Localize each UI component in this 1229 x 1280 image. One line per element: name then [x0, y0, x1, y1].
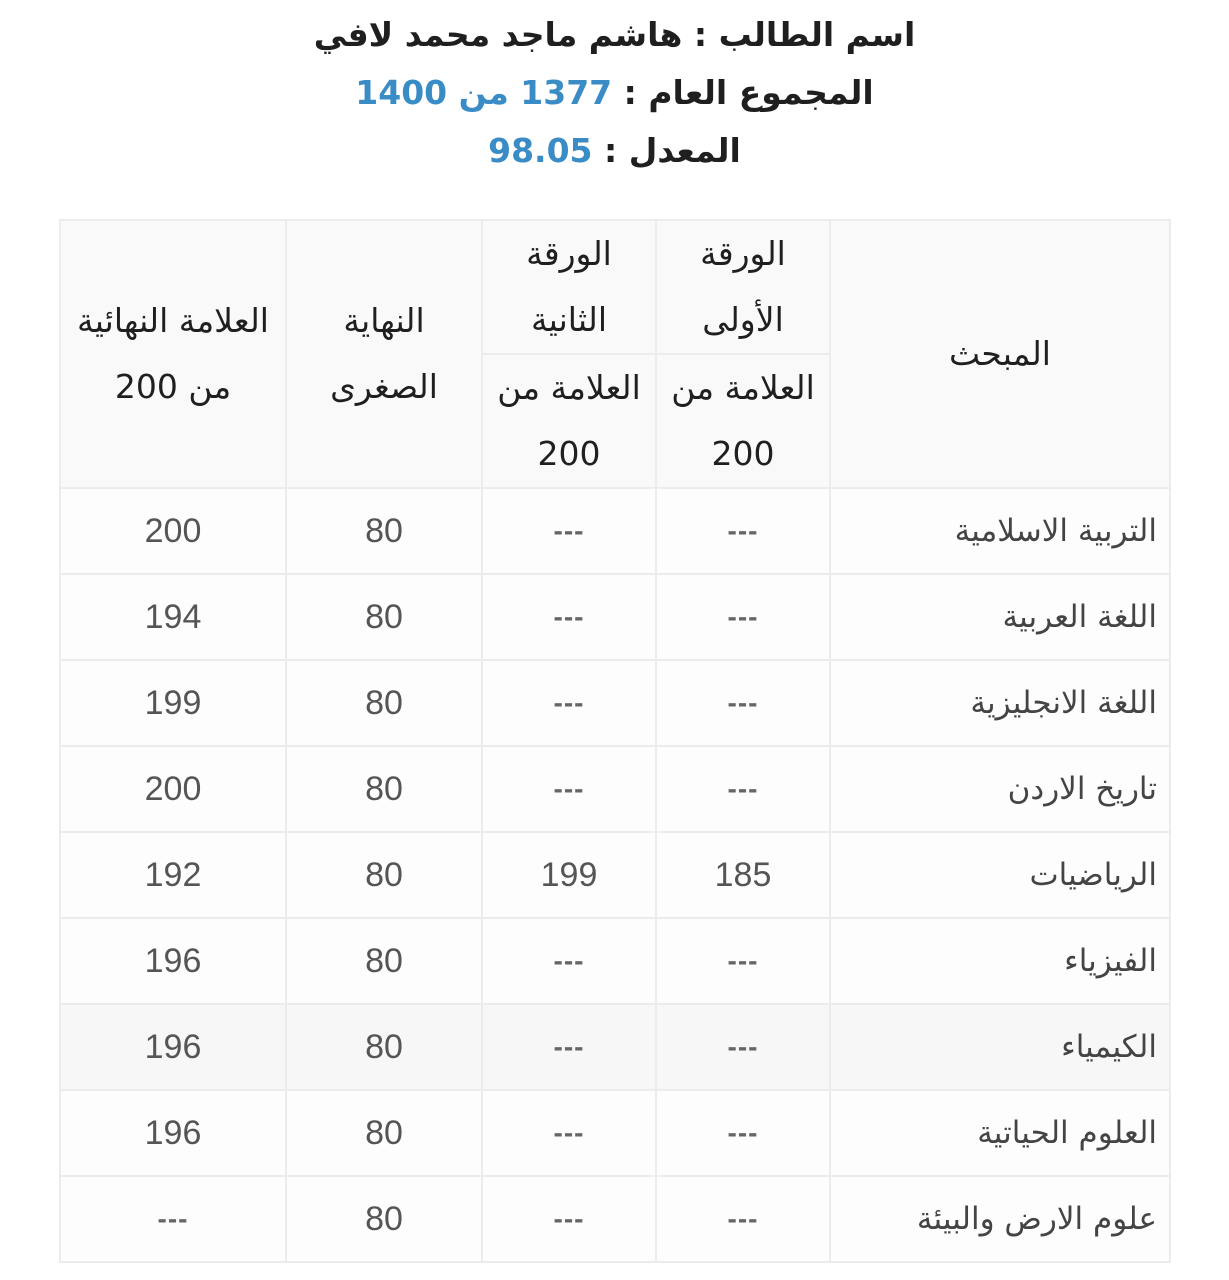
final-cell: 194: [60, 574, 286, 660]
header-paper1-score-line2: 200: [711, 434, 775, 473]
minimum-cell: 80: [286, 1004, 482, 1090]
subject-cell: اللغة العربية: [830, 574, 1170, 660]
paper2-cell: ---: [482, 488, 656, 574]
header-paper1-score: [656, 354, 830, 488]
minimum-cell: 80: [286, 746, 482, 832]
header-row: [60, 220, 1170, 354]
header-paper2: [482, 220, 656, 354]
paper2-cell: ---: [482, 1176, 656, 1262]
subject-cell: اللغة الانجليزية: [830, 660, 1170, 746]
average-label: المعدل :: [604, 131, 741, 170]
final-cell: ---: [60, 1176, 286, 1262]
paper1-cell: 185: [656, 832, 830, 918]
header-paper2-line2: الثانية: [530, 300, 608, 339]
paper1-cell: ---: [656, 660, 830, 746]
header-paper2-score-line1: العلامة من: [497, 368, 641, 407]
header-final: [60, 220, 286, 488]
paper2-cell: ---: [482, 574, 656, 660]
minimum-cell: 80: [286, 660, 482, 746]
table-row: [60, 488, 1170, 574]
final-cell: 192: [60, 832, 286, 918]
paper1-cell: ---: [656, 574, 830, 660]
paper2-cell: ---: [482, 660, 656, 746]
paper2-cell: 199: [482, 832, 656, 918]
table-row: [60, 574, 1170, 660]
subject-cell: الرياضيات: [830, 832, 1170, 918]
table-row: [60, 1004, 1170, 1090]
header-paper1-line2: الأولى: [702, 300, 784, 339]
paper1-cell: ---: [656, 1090, 830, 1176]
paper2-cell: ---: [482, 1004, 656, 1090]
header-minimum-line1: النهاية: [343, 301, 425, 340]
final-cell: 196: [60, 1004, 286, 1090]
header-final-line2: من 200: [114, 367, 232, 406]
paper1-cell: ---: [656, 488, 830, 574]
average-value: 98.05: [488, 131, 593, 170]
minimum-cell: 80: [286, 1176, 482, 1262]
total-value: 1377: [520, 73, 613, 112]
results-table: [59, 219, 1171, 1263]
header-paper1: [656, 220, 830, 354]
paper2-cell: ---: [482, 918, 656, 1004]
student-name: هاشم ماجد محمد لافي: [313, 15, 683, 54]
paper1-cell: ---: [656, 1004, 830, 1090]
header-subject-label: المبحث: [949, 334, 1051, 373]
student-name-line: [0, 6, 1229, 64]
table-row: [60, 660, 1170, 746]
header-paper1-score-line1: العلامة من: [671, 368, 815, 407]
minimum-cell: 80: [286, 574, 482, 660]
subject-cell: التربية الاسلامية: [830, 488, 1170, 574]
paper1-cell: ---: [656, 746, 830, 832]
header-paper2-score-line2: 200: [537, 434, 601, 473]
header-paper2-line1: الورقة: [526, 234, 612, 273]
student-summary: [0, 6, 1229, 180]
table-row: [60, 1090, 1170, 1176]
minimum-cell: 80: [286, 1090, 482, 1176]
paper2-cell: ---: [482, 746, 656, 832]
table-row: [60, 1176, 1170, 1262]
minimum-cell: 80: [286, 832, 482, 918]
total-line: [0, 64, 1229, 122]
minimum-cell: 80: [286, 488, 482, 574]
header-paper1-line1: الورقة: [700, 234, 786, 273]
subject-cell: علوم الارض والبيئة: [830, 1176, 1170, 1262]
table-row: [60, 832, 1170, 918]
final-cell: 199: [60, 660, 286, 746]
average-line: [0, 122, 1229, 180]
header-subject: [830, 220, 1170, 488]
paper1-cell: ---: [656, 1176, 830, 1262]
header-minimum: [286, 220, 482, 488]
paper2-cell: ---: [482, 1090, 656, 1176]
final-cell: 200: [60, 746, 286, 832]
final-cell: 200: [60, 488, 286, 574]
paper1-cell: ---: [656, 918, 830, 1004]
total-max: 1400: [355, 73, 448, 112]
subject-cell: الكيمياء: [830, 1004, 1170, 1090]
final-cell: 196: [60, 1090, 286, 1176]
header-paper2-score: [482, 354, 656, 488]
student-name-label: اسم الطالب :: [693, 15, 916, 54]
subject-cell: الفيزياء: [830, 918, 1170, 1004]
header-minimum-line2: الصغرى: [330, 367, 438, 406]
subject-cell: تاريخ الاردن: [830, 746, 1170, 832]
minimum-cell: 80: [286, 918, 482, 1004]
total-label: المجموع العام :: [623, 73, 874, 112]
header-final-line1: العلامة النهائية: [77, 301, 269, 340]
subject-cell: العلوم الحياتية: [830, 1090, 1170, 1176]
final-cell: 196: [60, 918, 286, 1004]
table-row: [60, 746, 1170, 832]
table-row: [60, 918, 1170, 1004]
total-of: من: [458, 73, 509, 112]
